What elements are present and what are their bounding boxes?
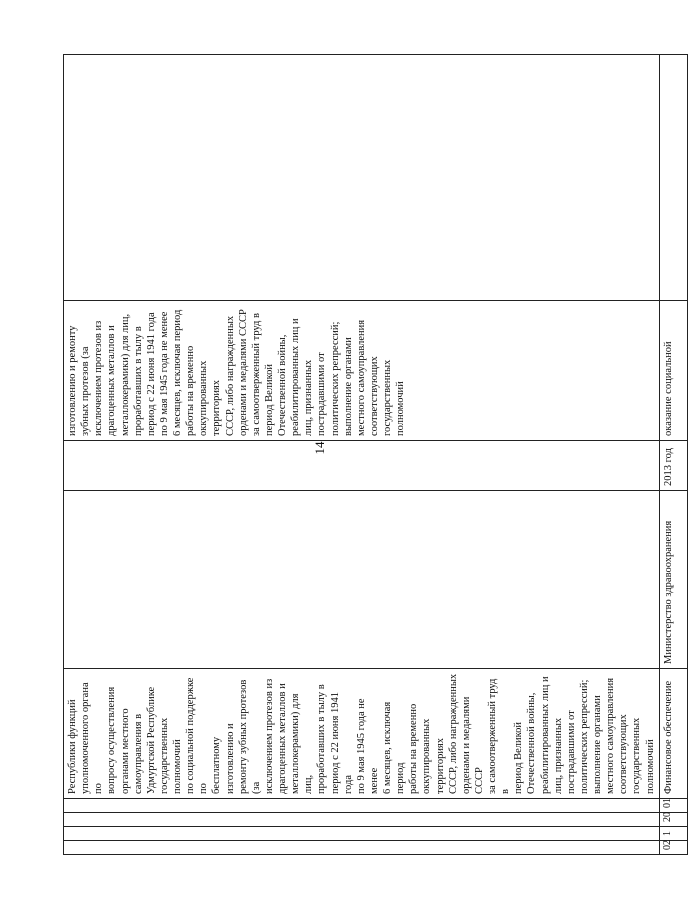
table-cell: [659, 55, 687, 301]
table-cell: [64, 441, 660, 491]
program-table: [63, 54, 688, 855]
code-cell: 01: [659, 799, 687, 813]
table-cell: [64, 799, 660, 813]
table-cell: [64, 813, 660, 827]
page-number: 14: [312, 441, 327, 455]
result-cell: оказание социальной: [659, 301, 687, 441]
measure-name-cell: Финансовое обеспечение: [659, 669, 687, 799]
code-cell: 20: [659, 813, 687, 827]
table-cell: [64, 55, 660, 301]
code-cell: 02: [659, 841, 687, 855]
result-description-cell: изготовлению и ремонту зубных протезов (за исключением протезов из драгоценных металлов и металлокерамики) для лиц, проработавших в тылу в период с 22 июня 1941 года по 9 мая 1945 года не менее 6 месяцев, исключая период работы на временно оккупированных территориях СССР, либо награжденных орденами и медалями СССР за самоотверженный труд в период Великой Отечественной войны, реабилитированных лиц и лиц, признанных пострадавшими от политических репрессий; выполнение органами местного самоуправления соответствующих государственных полномочий: [64, 301, 660, 441]
table-cell: [64, 827, 660, 841]
ministry-cell: Министерство здравоохранения: [659, 491, 687, 669]
code-cell: 1: [659, 827, 687, 841]
table-row: [64, 55, 660, 855]
year-cell: 2013 год: [659, 441, 687, 491]
table-cell: [64, 491, 660, 669]
table-row: [659, 55, 687, 855]
measure-description-cell: Республики функций уполномоченного органа по вопросу осуществления органами местного самоуправления в Удмуртской Республике государственных полномочий по социальной поддержке по бесплатному изготовлению и ремонту зубных протезов (за исключением протезов из драгоценных металлов и металлокерамики) для лиц, проработавших в тылу в период с 22 июня 1941 года по 9 мая 1945 года не менее 6 месяцев, исключая период работы на временно оккупированных территориях СССР, либо награжденных орденами и медалями СССР за самоотверженный труд в период Великой Отечественной войны, реабилитированных лиц и лиц, признанных пострадавшими от политических репрессий; выполнение органами местного самоуправления соответствующих государственных полномочий: [64, 669, 660, 799]
rotated-page: [63, 55, 674, 855]
table-cell: [64, 841, 660, 855]
